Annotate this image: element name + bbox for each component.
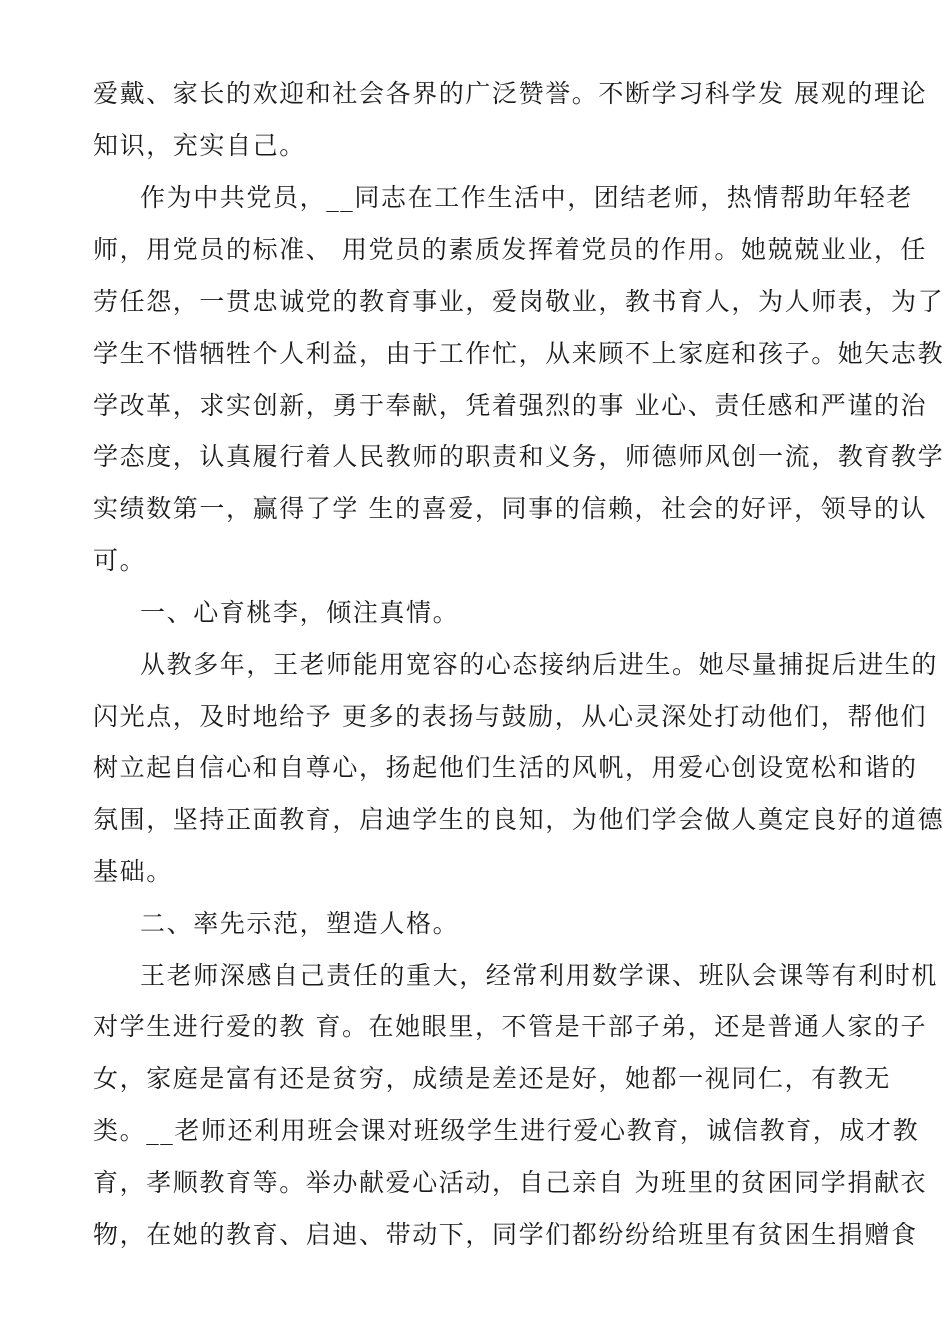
paragraph-start-line: 从教多年，王老师能用宽容的心态接纳后进生。她尽量捕捉后进生的 [140, 650, 939, 679]
paragraph-start-line: 作为中共党员，__同志在工作生活中，团结老师，热情帮助年轻老 [140, 183, 914, 212]
text-line: 氛围，坚持正面教育，启迪学生的良知，为他们学会做人奠定良好的道德 [93, 805, 945, 834]
text-line: 知识，充实自己。 [93, 131, 306, 160]
text-line: 劳任怨，一贯忠诚党的教育事业，爱岗敬业，教书育人，为人师表，为了 [93, 287, 945, 316]
text-line: 类。__老师还利用班会课对班级学生进行爱心教育，诚信教育，成才教 [93, 1116, 920, 1145]
text-line: 学态度，认真履行着人民教师的职责和义务，师德师风创一流，教育教学 [93, 442, 945, 471]
text-line: 树立起自信心和自尊心，扬起他们生活的风帆，用爱心创设宽松和谐的 [93, 753, 918, 782]
text-line: 可。 [93, 546, 147, 575]
text-line: 师，用党员的标准、 用党员的素质发挥着党员的作用。她兢兢业业，任 [93, 235, 928, 264]
section-heading: 二、率先示范，塑造人格。 [140, 909, 460, 938]
text-line: 闪光点，及时地给予 更多的表扬与鼓励，从心灵深处打动他们，帮他们 [93, 702, 928, 731]
text-line: 育，孝顺教育等。举办献爱心活动，自己亲自 为班里的贫困同学捐献衣 [93, 1168, 928, 1197]
text-line: 女，家庭是富有还是贫穷，成绩是差还是好，她都一视同仁，有教无 [93, 1064, 892, 1093]
text-line: 实绩数第一，赢得了学 生的喜爱，同事的信赖，社会的好评，领导的认 [93, 494, 928, 523]
text-line: 物，在她的教育、启迪、带动下，同学们都纷纷给班里有贫困生捐赠食 [93, 1220, 918, 1249]
text-line: 基础。 [93, 857, 173, 886]
text-line: 学生不惜牺牲个人利益，由于工作忙，从来顾不上家庭和孩子。她矢志教 [93, 339, 945, 368]
text-line: 对学生进行爱的教 育。在她眼里，不管是干部子弟，还是普通人家的子 [93, 1012, 928, 1041]
text-line: 爱戴、家长的欢迎和社会各界的广泛赞誉。不断学习科学发 展观的理论 [93, 79, 928, 108]
text-line: 学改革，求实创新，勇于奉献，凭着强烈的事 业心、责任感和严谨的治 [93, 391, 928, 420]
paragraph-start-line: 王老师深感自己责任的重大，经常利用数学课、班队会课等有利时机 [140, 961, 939, 990]
section-heading: 一、心育桃李，倾注真情。 [140, 598, 460, 627]
